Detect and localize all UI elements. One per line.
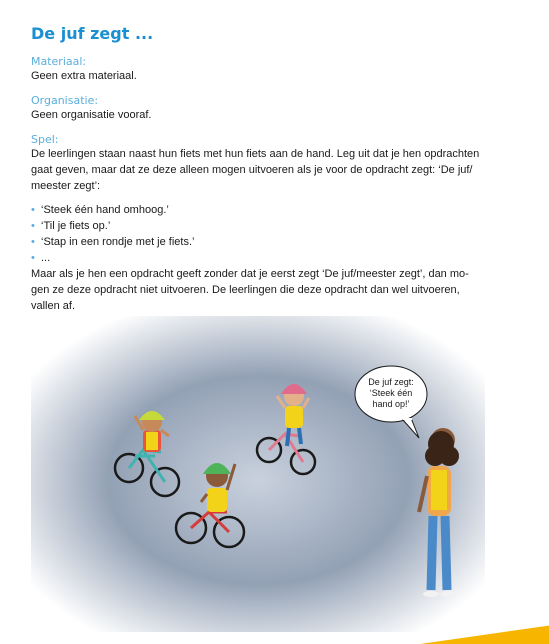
- list-item-text: ...: [41, 252, 51, 264]
- spel-intro-line: De leerlingen staan naast hun fiets met hun fiets aan de hand. Leg uit dat je hen opdrachten: [31, 148, 480, 160]
- bullet-icon: •: [31, 220, 35, 232]
- spel-outro: [31, 266, 501, 314]
- list-item: [31, 202, 194, 218]
- spel-intro-line: gaat geven, maar dat ze deze alleen mogen uitvoeren als je voor de opdracht zegt: ‘De juf/: [31, 164, 473, 176]
- accent-bar: [420, 624, 549, 644]
- organisatie-text: Geen organisatie vooraf.: [31, 109, 152, 121]
- spel-intro-line: meester zegt’:: [31, 180, 101, 192]
- playground-illustration: [31, 316, 485, 632]
- list-item: [31, 234, 194, 250]
- spel-outro-line: Maar als je hen een opdracht geeft zonder dat je eerst zegt ‘De juf/meester zegt’, dan mo-: [31, 268, 469, 280]
- materiaal-label: Materiaal:: [31, 55, 87, 68]
- bubble-line: De juf zegt:: [368, 377, 414, 387]
- list-item-text: ‘Til je fiets op.’: [41, 220, 111, 232]
- instruction-list: [31, 202, 194, 266]
- bullet-icon: •: [31, 204, 35, 216]
- list-item: [31, 250, 194, 266]
- organisatie-label: Organisatie:: [31, 94, 99, 107]
- illustration-background: [31, 316, 485, 632]
- list-item-text: ‘Steek één hand omhoog.’: [41, 204, 169, 216]
- spel-label: Spel:: [31, 133, 59, 146]
- bubble-line: hand op!’: [372, 399, 410, 409]
- list-item-text: ‘Stap in een rondje met je fiets.’: [41, 236, 195, 248]
- spel-outro-line: vallen af.: [31, 300, 76, 312]
- page-title: De juf zegt ...: [31, 24, 154, 43]
- list-item: [31, 218, 194, 234]
- bullet-icon: •: [31, 252, 35, 264]
- spel-intro: [31, 146, 501, 194]
- materiaal-text: Geen extra materiaal.: [31, 70, 137, 82]
- spel-outro-line: gen ze deze opdracht niet uitvoeren. De leerlingen die deze opdracht dan wel uitvoeren,: [31, 284, 460, 296]
- bubble-line: ‘Steek één: [369, 388, 413, 398]
- bullet-icon: •: [31, 236, 35, 248]
